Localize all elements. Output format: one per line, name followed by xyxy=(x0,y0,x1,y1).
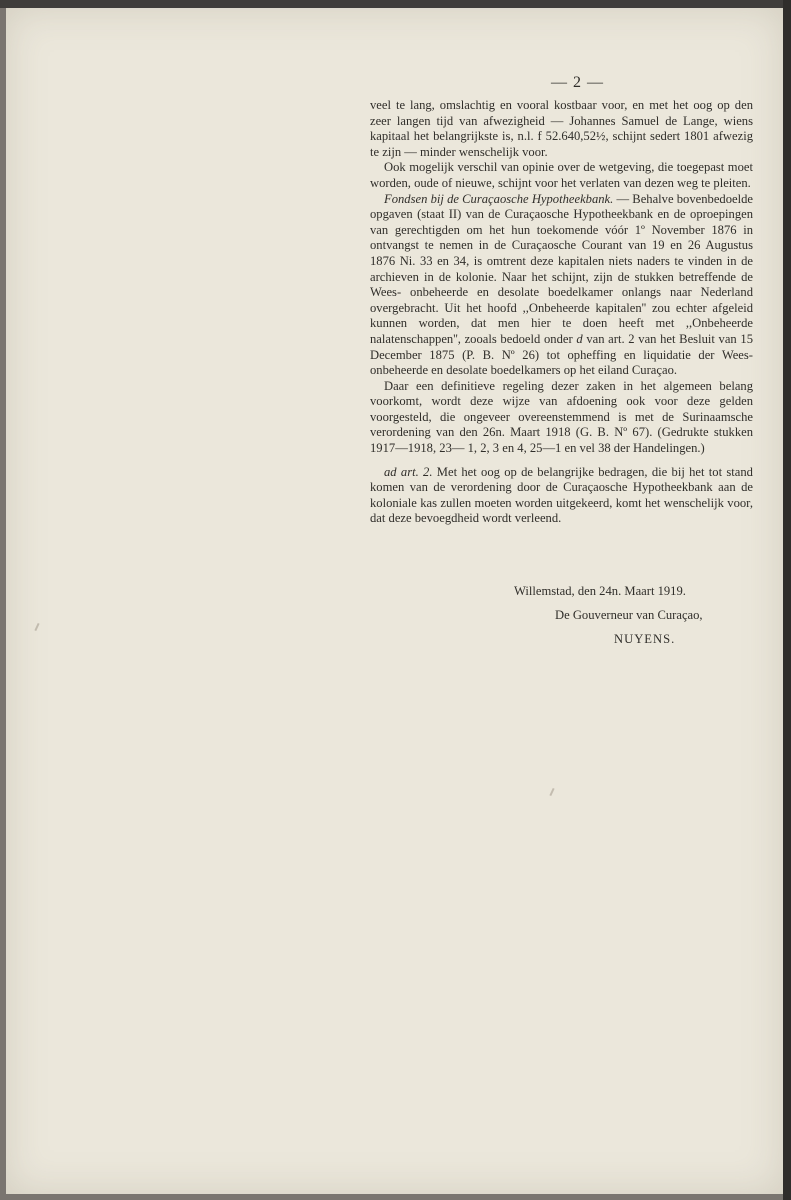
paragraph-2: Ook mogelijk verschil van opinie over de wetgeving, die toegepast moet worden, oude of nieuwe, schijnt voor het verlaten van dezen weg te pleiten. xyxy=(370,160,753,190)
section-heading-hypotheekbank: Fondsen bij de Curaçaosche Hypotheekbank. xyxy=(384,191,614,206)
page-number: — 2 — xyxy=(551,74,604,91)
paragraph-3 xyxy=(370,192,753,379)
paragraph-3-text: — Behalve bovenbedoelde opgaven (staat II) van de Curaçaosche Hypotheekbank en de oproepingen van gerechtigden om het hun toekomende vóór 1º November 1876 in ontvangst te nemen in de Curaçaosche Courant van 19 en 26 Augustus 1876 Ni. 33 en 34, is omtrent deze kapitalen niets naders te vinden in de archieven in de kolonie. Naar het schijnt, zijn de stukken betreffende de Wees- onbeheerde en desolate boedelkamer onlangs naar Nederland overgebracht. Uit het hoofd ,,Onbeheerde kapitalen'' zou echter afgeleid kunnen worden, dat men hier te doen heeft met ,,Onbeheerde nalatenschappen'', zooals bedoeld onder xyxy=(370,191,753,346)
paragraph-5-text: Met het oog op de belangrijke bedragen, die bij het tot stand komen van de verordening door de Curaçaosche Hypotheekbank aan de koloniale kas zullen moeten worden uitgekeerd, komt het wenschelijk voor, dat deze bevoegdheid wordt verleend. xyxy=(370,464,753,526)
signatory-office: De Gouverneur van Curaçao, xyxy=(555,608,703,622)
paper-speck xyxy=(549,788,554,796)
paragraph-3-letter: d xyxy=(576,331,583,346)
paragraph-3-end: van art. 2 van het Besluit van 15 December 1875 (P. B. Nº 26) tot opheffing en liquidatie der Wees- onbeheerde en desolate boedelkamers op het eiland Curaçao. xyxy=(370,331,754,378)
article-reference: ad art. 2. xyxy=(384,464,433,479)
paper-speck xyxy=(34,623,39,631)
document-page xyxy=(6,8,783,1194)
signatory-name: NUYENS. xyxy=(614,632,676,646)
body-text xyxy=(370,98,753,527)
scan-right-edge xyxy=(783,0,791,1200)
paragraph-5 xyxy=(370,465,753,527)
paragraph-1: veel te lang, omslachtig en vooral kostbaar voor, en met het oog op den zeer langen tijd van afwezigheid — Johannes Samuel de Lange, wiens kapitaal het belangrijkste is, n.l. f 52.640,52½, schijnt sedert 1801 afwezig te zijn — minder wenschelijk voor. xyxy=(370,98,753,159)
paragraph-4: Daar een definitieve regeling dezer zaken in het algemeen belang voorkomt, wordt deze wijze van afdoening ook voor deze gelden voorgesteld, die ongeveer overeenstemmend is met de Surinaamsche verordening van den 26n. Maart 1918 (G. B. Nº 67). (Gedrukte stukken 1917—1918, 23— 1, 2, 3 en 4, 25—1 en vel 38 der Handelingen.) xyxy=(370,378,753,456)
scan-top-edge xyxy=(0,0,791,8)
place-date: Willemstad, den 24n. Maart 1919. xyxy=(514,584,686,598)
